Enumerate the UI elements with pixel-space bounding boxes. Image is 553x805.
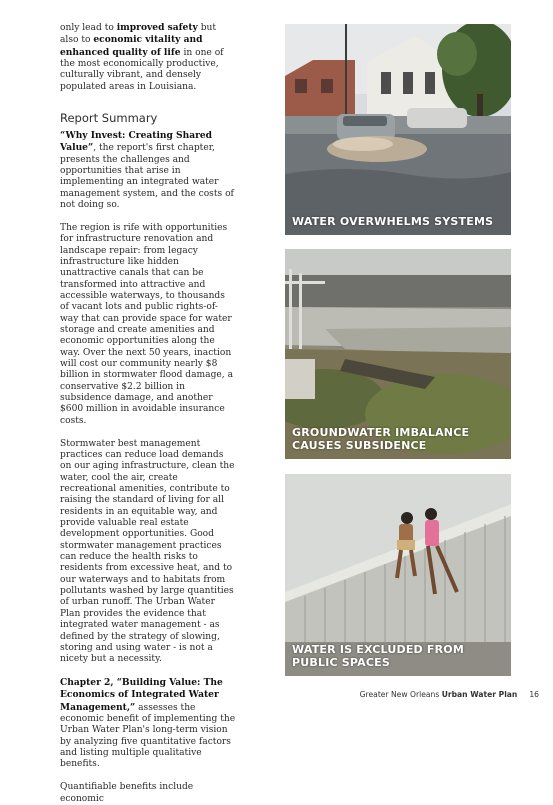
photo-caption-2: GROUNDWATER IMBALANCE CAUSES SUBSIDENCE: [292, 426, 470, 452]
page-footer: Greater New Orleans Urban Water Plan 16: [359, 690, 539, 699]
summary-paragraph-4: Chapter 2, “Building Value: The Economics of Integrated Water Management,” assesses the economic benefit of implementing the Urban Water Plan's long-term vision by analyzing five quantitative factors and listing multiple qualitative benefits.: [60, 677, 236, 770]
flooded-street-image: [285, 24, 511, 235]
intro-bold-1: improved safety: [116, 22, 198, 33]
summary-paragraph-5: Quantifiable benefits include economic: [60, 782, 194, 804]
intro-bold-2: economic vitality and enhanced quality of life: [60, 34, 203, 58]
footer-plan-name: Urban Water Plan: [441, 690, 518, 699]
summary-paragraph-1: “Why Invest: Creating Shared Value”, the report's first chapter, presents the challenges and opportunities that arise in implementing an integrated water management system, and the costs of not doing so.: [60, 130, 234, 211]
floodwall-photo: [285, 474, 511, 676]
page-number: 16: [529, 690, 539, 699]
intro-paragraph: only lead to improved safety but also to economic vitality and enhanced quality of life in one of the most economically productive, culturally vibrant, and densely populated areas in Louisiana.: [60, 22, 224, 92]
summary-paragraph-3: Stormwater best management practices can reduce load demands on our aging infrastructure, clean the water, cool the air, create recreational amenities, contribute to raising the standard of living for all residents in an equitable way, and provide valuable real estate development opportunities. Good stormwater management practices can reduce the health risks to residents from excessive heat, and to our waterways and to habitats from pollutants washed by large quantities of urban runoff. The Urban Water Plan provides the evidence that integrated water management - as defined by the strategy of slowing, storing and using water - is not a nicety but a necessity.: [60, 438, 235, 665]
summary-paragraph-2: The region is rife with opportunities for infrastructure renovation and landscape repair: from legacy infrastructure like hidden unattractive canals that can be transformed into attractive and accessible waterways, to thousands of vacant lots and public rights-of-way that can provide space for water storage and create amenities and economic opportunities along the way. Over the next 50 years, inaction will cost our community nearly $8 billion in stormwater flood damage, a conservative $2.2 billion in subsidence damage, and another $600 million in avoidable insurance costs.: [60, 222, 233, 426]
subsidence-photo: [285, 249, 511, 459]
body-text-column: [60, 22, 236, 805]
section-heading: Report Summary: [60, 111, 158, 126]
photo-caption-3: WATER IS EXCLUDED FROM PUBLIC SPACES: [292, 643, 464, 669]
flooded-street-photo: [285, 24, 511, 235]
photo-caption-1: WATER OVERWHELMS SYSTEMS: [292, 214, 494, 228]
